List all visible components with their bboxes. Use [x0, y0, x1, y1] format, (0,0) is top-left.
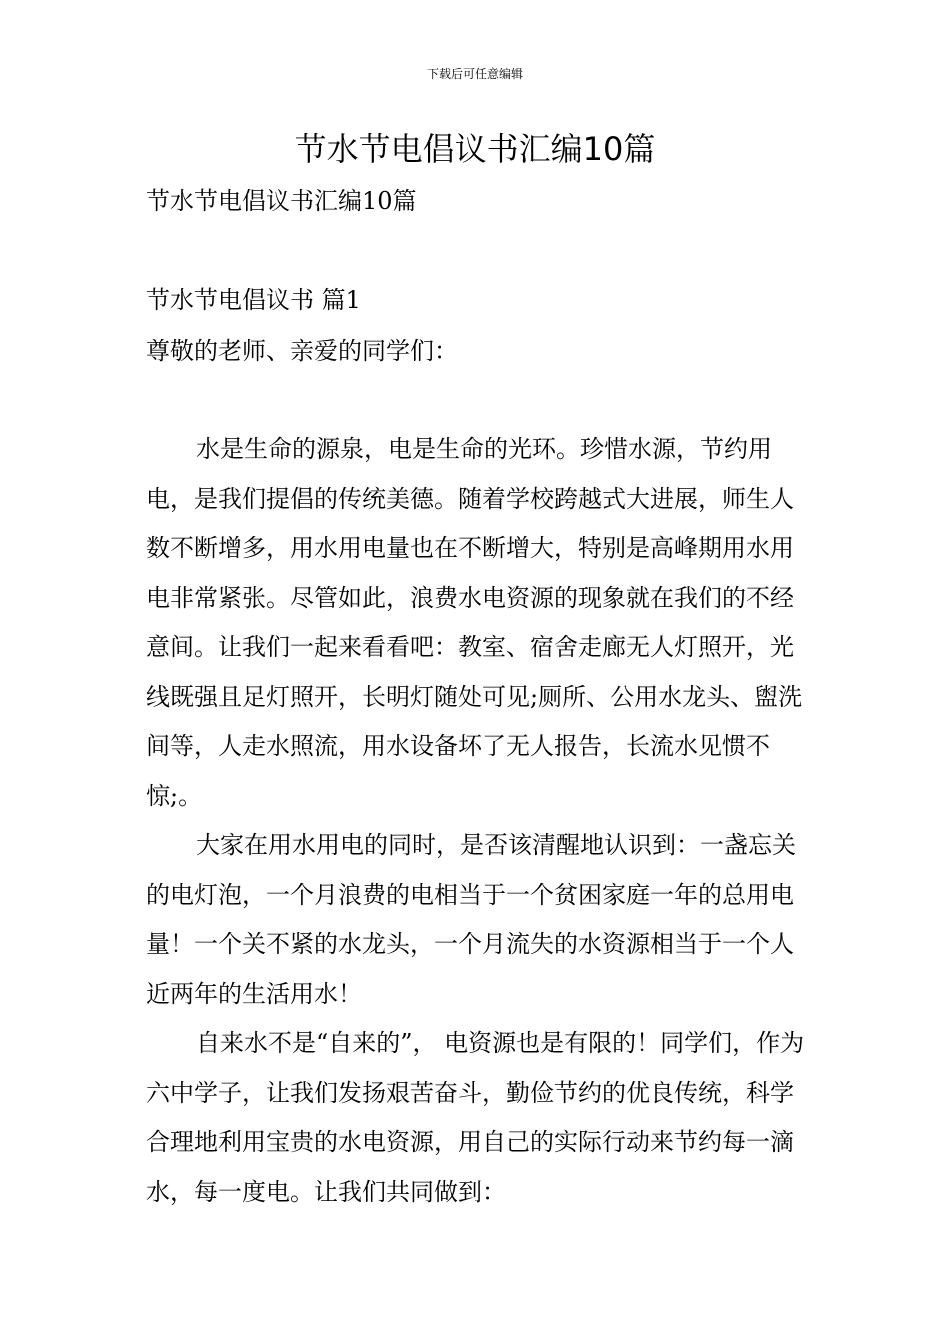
body-paragraph-1: 水是生命的源泉，电是生命的光环。珍惜水源，节约用电，是我们提倡的传统美德。随着学校跨越式大进展，师生人数不断增多，用水用电量也在不断增大，特别是高峰期用水用电非常紧张。尽管如此，浪费水电资源的现象就在我们的不经意间。让我们一起来看看吧：教室、宿舍走廊无人灯照开，光线既强且足灯照开，长明灯随处可见;厕所、公用水龙头、盥洗间等，人走水照流，用水设备坏了无人报告，长流水见惯不惊;。 — [146, 435, 803, 810]
salutation: 尊敬的老师、亲爱的同学们： — [146, 337, 458, 365]
document-title: 节水节电倡议书汇编10篇 — [294, 130, 656, 168]
body-paragraph-3: 自来水不是“自来的”， 电资源也是有限的！同学们，作为六中学子，让我们发扬艰苦奋斗，勤俭节约的优良传统，科学合理地利用宝贵的水电资源，用自己的实际行动来节约每一滴水，每一度电。让我们共同做到： — [146, 1029, 805, 1206]
body-paragraph-2: 大家在用水用电的同时，是否该清醒地认识到：一盏忘关的电灯泡，一个月浪费的电相当于一个贫困家庭一年的总用电量！一个关不紧的水龙头，一个月流失的水资源相当于一个人近两年的生活用水！ — [146, 831, 796, 1008]
header-note: 下载后可任意编辑 — [426, 67, 523, 81]
section-heading: 节水节电倡议书 篇1 — [146, 286, 361, 314]
document-subtitle: 节水节电倡议书汇编10篇 — [146, 187, 417, 215]
